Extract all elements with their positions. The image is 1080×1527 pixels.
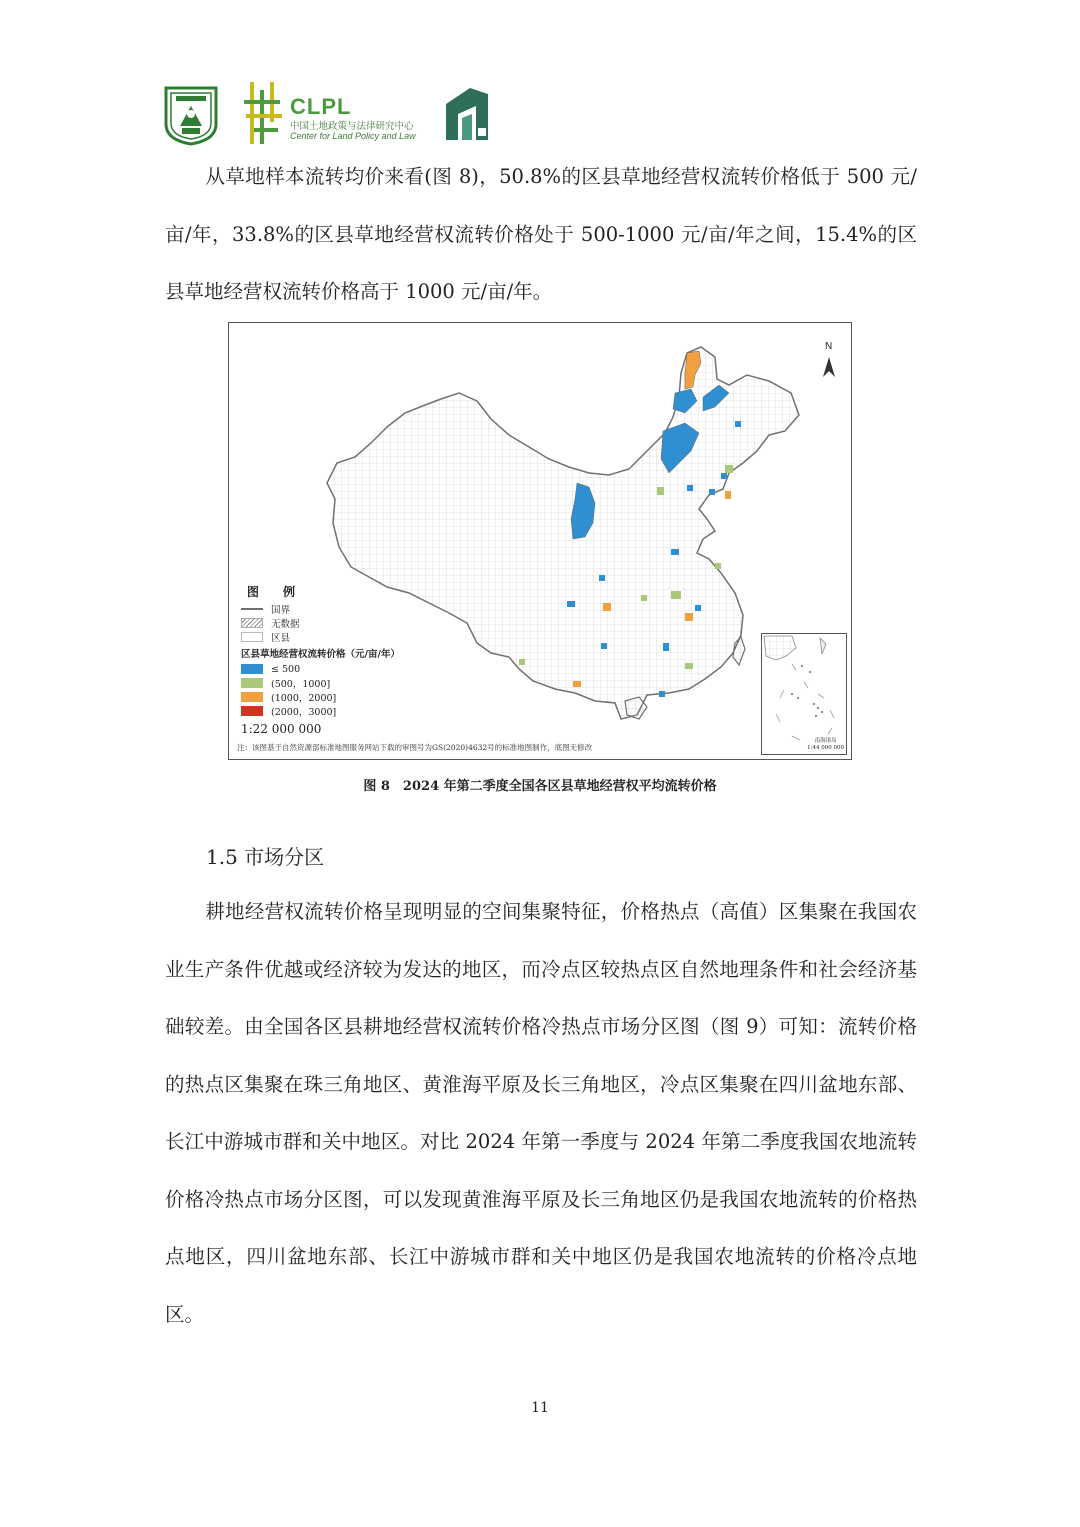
legend-label: 无数据: [271, 619, 300, 630]
map-figure: [228, 322, 852, 760]
inset-label: [807, 738, 844, 752]
region-orange-small-3: [685, 613, 693, 621]
legend-label: ≤ 500: [271, 663, 301, 675]
south-china-sea-inset: [761, 633, 847, 755]
region-orange-small-4: [573, 681, 581, 687]
inset-label-title: 南海诸岛: [814, 738, 837, 744]
region-orange-small-2: [603, 603, 611, 611]
legend-label: (500，1000]: [271, 679, 331, 690]
region-blue-small-5: [671, 549, 679, 555]
clpl-title: CLPL: [290, 94, 352, 119]
region-green-small-2: [657, 487, 664, 495]
legend-class-2: [241, 676, 461, 690]
clpl-chinese-name: 中国土地政策与法律研究中心: [290, 121, 414, 132]
paragraph-market-zoning: [165, 883, 917, 1343]
region-green-small-4: [671, 591, 681, 599]
region-blue-small-2: [721, 473, 727, 479]
region-green-small-7: [685, 663, 693, 669]
legend-class-4: [241, 704, 461, 718]
legend-item-county: [241, 630, 461, 644]
clpl-english-name: Center for Land Policy and Law: [290, 131, 416, 141]
county-box-icon: [241, 632, 263, 642]
inset-label-scale: 1:44 000 000: [807, 745, 844, 751]
header-logos: [162, 80, 522, 150]
inset-map: [762, 634, 846, 754]
hatch-icon: [241, 618, 263, 628]
map-note: 注：该图基于自然资源部标准地图服务网站下载的审图号为GS(2020)4632号的标准地图制作，底图无修改: [237, 743, 593, 752]
legend-class-3: [241, 690, 461, 704]
clpl-logo: [244, 80, 424, 146]
legend-label: (2000，3000]: [271, 707, 337, 718]
region-blue-small-9: [663, 643, 669, 651]
legend-label: (1000，2000]: [271, 693, 337, 704]
swatch-blue-icon: [241, 664, 263, 674]
map-legend: [241, 583, 461, 736]
legend-title: 图 例: [247, 585, 302, 599]
region-green-small-1: [725, 465, 733, 473]
legend-item-border: [241, 602, 461, 616]
region-blue-small-6: [599, 575, 605, 581]
paragraph-grassland-price: [165, 148, 917, 321]
page-number: 11: [531, 1400, 549, 1416]
paragraph-text: 从草地样本流转均价来看(图 8)，50.8%的区县草地经营权流转价格低于 500 元/亩/年，33.8%的区县草地经营权流转价格处于 500-1000 元/亩/年之间，15.4%的区县草地经营权流转价格高于 1000 元/亩/年。: [165, 165, 917, 303]
region-green-small-3: [715, 563, 721, 569]
legend-label: 国界: [271, 605, 291, 616]
north-label: N: [825, 341, 833, 352]
swatch-orange-icon: [241, 692, 263, 702]
region-blue-small-1: [735, 421, 741, 427]
region-blue-small-4: [687, 485, 693, 491]
region-blue-small-11: [659, 691, 665, 697]
region-green-small-5: [641, 595, 647, 601]
figure-caption: 图 8 2024 年第二季度全国各区县草地经营权平均流转价格: [363, 779, 717, 794]
section-heading: 1.5 市场分区: [206, 845, 325, 869]
paragraph-text: 耕地经营权流转价格呈现明显的空间集聚特征，价格热点（高值）区集聚在我国农业生产条件优越或经济较为发达的地区，而冷点区较热点区自然地理条件和社会经济基础较差。由全国各区县耕地经营权流转价格冷热点市场分区图（图 9）可知：流转价格的热点区集聚在珠三角地区、黄淮海平原及长三角地区，冷点区集聚在四川盆地东部、长江中游城市群和关中地区。对比 2024 年第一季度与 2024 年第二季度我国农地流转价格冷热点市场分区图，可以发现黄淮海平原及长三角地区仍是我国农地流转的价格热点地区，四川盆地东部、长江中游城市群和关中地区仍是我国农地流转的价格冷点地区。: [165, 900, 917, 1326]
border-line-icon: [241, 608, 263, 610]
region-orange-small-1: [725, 491, 731, 499]
region-blue-small-8: [695, 605, 701, 611]
legend-class-1: [241, 662, 461, 676]
swatch-green-icon: [241, 678, 263, 688]
map-scale: 1:22 000 000: [241, 722, 322, 736]
legend-label: 区县: [271, 633, 291, 644]
swatch-red-icon: [241, 706, 263, 716]
building-logo: [442, 84, 492, 144]
university-seal-logo: [162, 84, 220, 146]
region-blue-small-3: [709, 489, 715, 495]
clpl-mark-icon: [244, 80, 284, 146]
legend-item-nodata: [241, 616, 461, 630]
region-green-small-6: [519, 659, 525, 665]
region-blue-small-10: [601, 643, 607, 649]
region-blue-small-7: [567, 601, 575, 607]
legend-subtitle: 区县草地经营权流转价格（元/亩/年）: [241, 649, 400, 660]
